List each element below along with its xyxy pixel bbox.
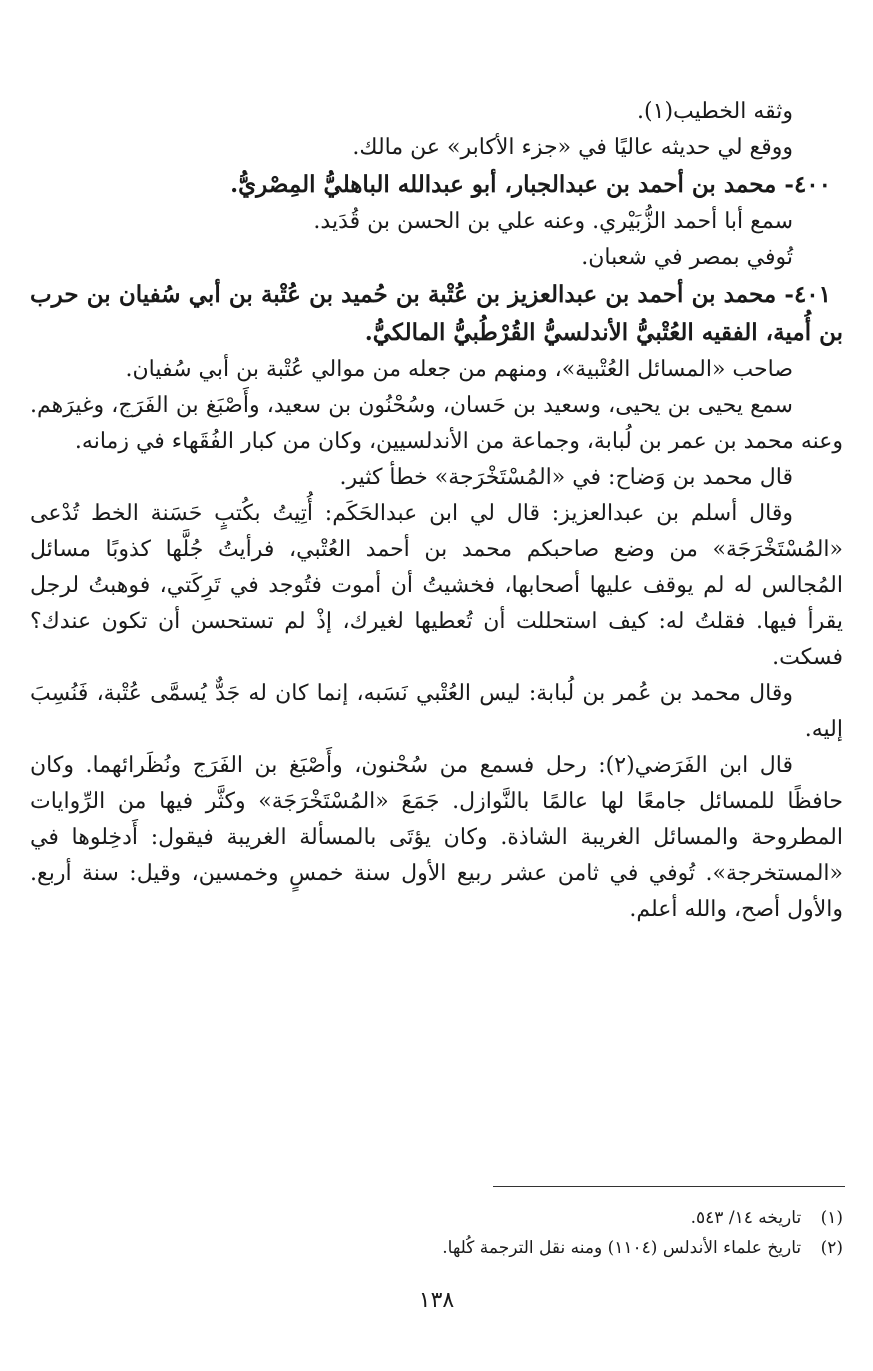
paragraph-401-lubaba: وقال محمد بن عُمر بن لُبابة: ليس العُتْبي نَسَبه، إنما كان له جَدٌّ يُسمَّى عُتْبة، فَنُسِبَ إليه. (30, 681, 843, 742)
paragraph-khatib: وثقه الخطيب(١). (637, 99, 793, 124)
paragraph-401-aslam: وقال أسلم بن عبدالعزيز: قال لي ابن عبدالحَكَم: أُتِيتُ بكُتبٍ حَسَنة الخط تُدْعى «المُسْتَخْرَجَة» من وضع صاحبكم محمد بن أحمد العُتْبي، فرأيتُ جُلَّها كذوبًا مسائل المُجالس له لم يوقف عليها أصحابها، فخشيتُ أن أموت فتُوجد في تَرِكَتي، فوهبتُ لرجل يقرأ فيها. فقلتُ له: كيف استحللت أن تُعطيها لغيرك، إذْ لم تستحسن أن تكون عندك؟ فسكت. (30, 501, 843, 670)
footnote-number: (٢) (820, 1238, 843, 1258)
paragraph-401-sahib: صاحب «المسائل العُتْبية»، ومنهم من جعله من موالي عُتْبة بن أبي سُفيان. (125, 357, 793, 382)
paragraph-400-death: تُوفي بمصر في شعبان. (581, 245, 793, 270)
footnote-text: تاريخ علماء الأندلس (١١٠٤) ومنه نقل الترجمة كُلها. (442, 1238, 802, 1258)
footnote-text: تاريخه ١٤/ ٥٤٣. (690, 1208, 802, 1228)
footnote-number: (١) (820, 1208, 843, 1228)
paragraph-akabir: ووقع لي حديثه عاليًا في «جزء الأكابر» عن مالك. (352, 135, 793, 160)
paragraph-400-sama: سمع أبا أحمد الزُّبَيْري. وعنه علي بن الحسن بن قُدَيد. (313, 209, 793, 234)
main-text (30, 94, 843, 928)
footnote-divider (493, 1186, 845, 1187)
paragraph-401-waddah: قال محمد بن وَضاح: في «المُسْتَخْرَجة» خطأ كثير. (339, 465, 793, 490)
footnote-2 (30, 1233, 843, 1263)
page-number: ١٣٨ (418, 1288, 455, 1313)
footnote-1 (30, 1203, 843, 1233)
entry-heading-401: ٤٠١- محمد بن أحمد بن عبدالعزيز بن عُتْبة بن حُميد بن عُتْبة بن أبي سُفيان بن حرب بن أُمية، الفقيه العُتْبيُّ الأندلسيُّ القُرْطُبيُّ المالكيُّ. (30, 281, 843, 346)
footnotes (30, 1203, 843, 1263)
entry-heading-400: ٤٠٠- محمد بن أحمد بن عبدالجبار، أبو عبدالله الباهليُّ المِصْريُّ. (230, 171, 831, 198)
paragraph-401-faradi: قال ابن الفَرَضي(٢): رحل فسمع من سُحْنون، وأَصْبَغ بن الفَرَج ونُظَرائهما. وكان حافظًا للمسائل جامعًا لها عالمًا بالنَّوازل. جَمَعَ «المُسْتَخْرَجَة» وكثَّر فيها من الرِّوايات المطروحة والمسائل الغريبة الشاذة. وكان يؤتَى بالمسألة الغريبة فيقول: أَدخِلوها في «المستخرجة». تُوفي في ثامن عشر ربيع الأول سنة خمسٍ وخمسين، وقيل: سنة أربع. والأول أصح، والله أعلم. (30, 753, 843, 922)
paragraph-401-sama: سمع يحيى بن يحيى، وسعيد بن حَسان، وسُحْنُون بن سعيد، وأَصْبَغ بن الفَرَج، وغيرَهم. وعنه محمد بن عمر بن لُبابة، وجماعة من الأندلسيين، وكان من كبار الفُقَهاء في زمانه. (30, 393, 843, 454)
